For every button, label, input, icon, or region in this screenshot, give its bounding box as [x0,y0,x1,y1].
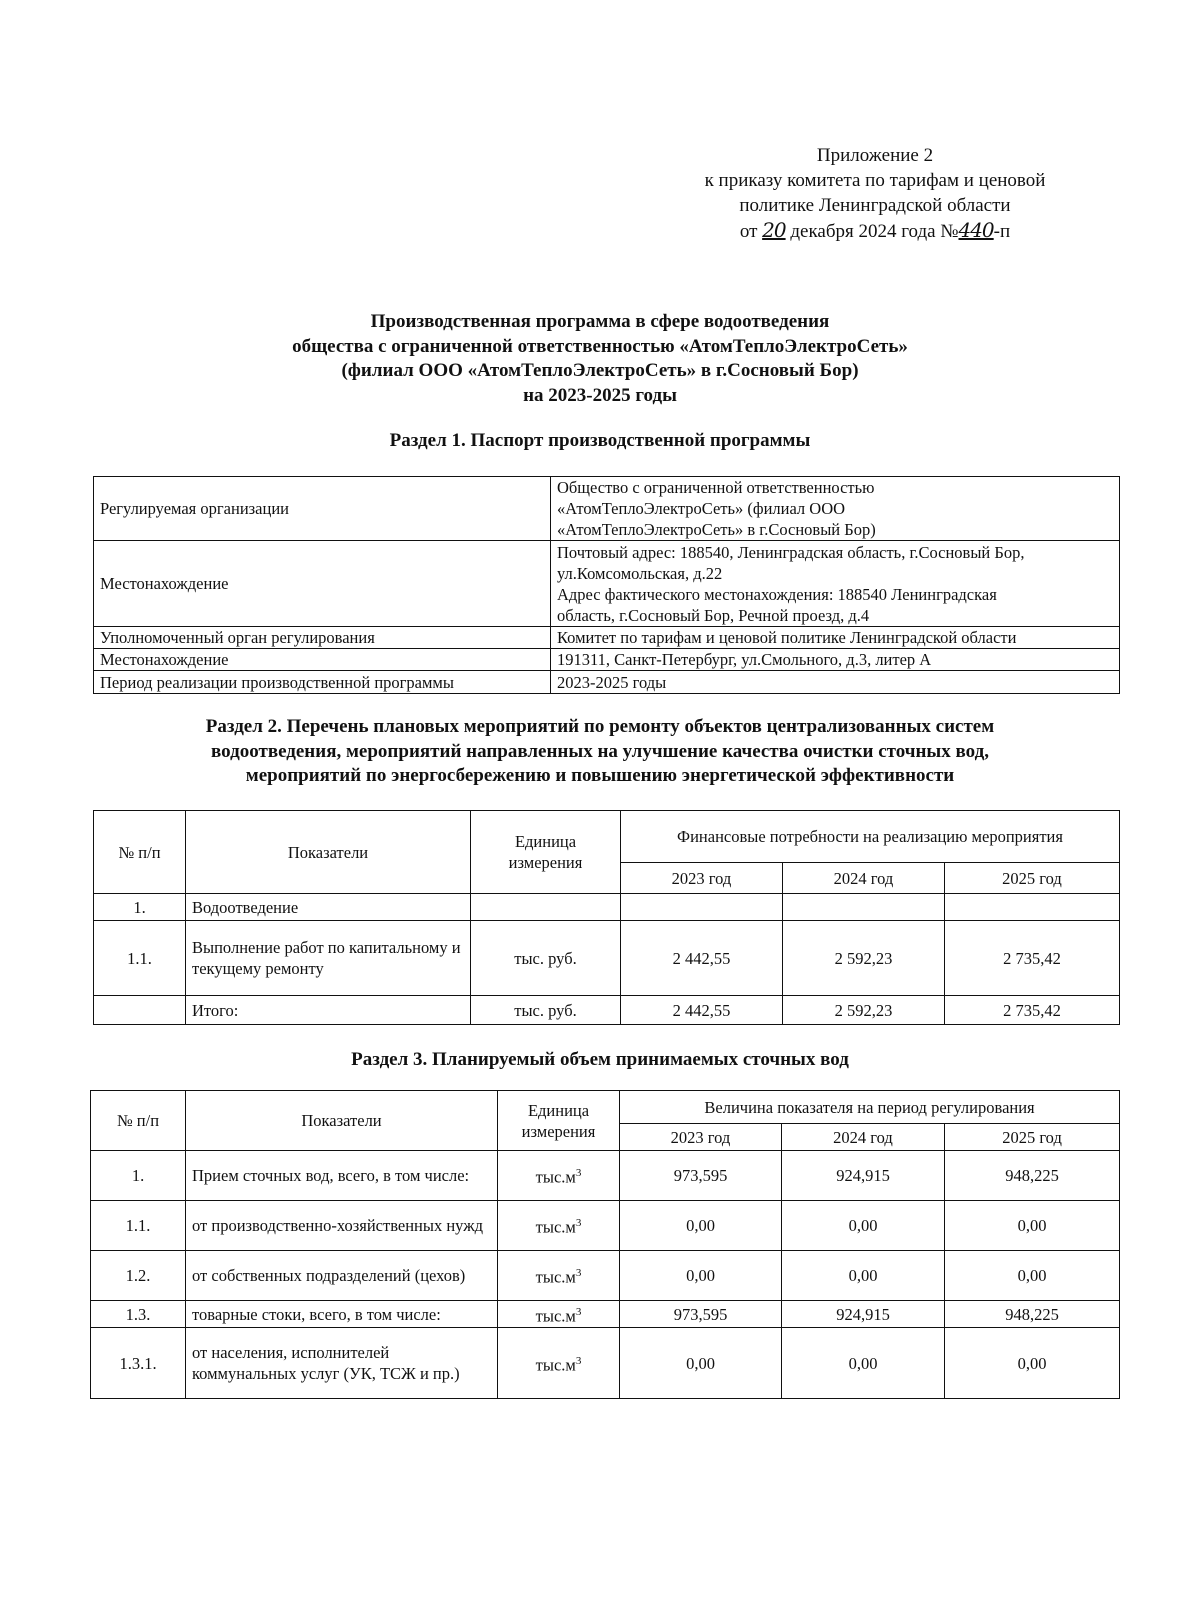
table-row [91,1328,1120,1399]
row-value: 2 592,23 [783,921,945,996]
value-line: область, г.Сосновый Бор, Речной проезд, д.4 [557,605,870,625]
table-row [91,1201,1120,1251]
header-year: 2024 год [783,863,945,894]
value-line: Адрес фактического местонахождения: 188540 Ленинградская [557,584,997,604]
header-group: Финансовые потребности на реализацию мероприятия [621,811,1120,863]
title-line: общества с ограниченной ответственностью «АтомТеплоЭлектроСеть» [292,335,908,357]
appendix-line1: Приложение 2 [816,145,934,166]
passport-value [551,649,1120,671]
table-row [91,1151,1120,1201]
row-value [621,894,783,921]
row-indicator: от производственно-хозяйственных нужд [186,1201,498,1251]
unit-sup: 3 [575,1305,582,1318]
row-value: 2 592,23 [783,996,945,1025]
value-line: 2023-2025 годы [557,672,667,692]
row-value: 973,595 [620,1301,782,1328]
header-num: № п/п [91,1091,186,1151]
appendix-line3: политике Ленинградской области [739,195,1011,216]
passport-row [94,649,1120,671]
row-unit [498,1301,620,1328]
row-num [94,996,186,1025]
row-value: 2 735,42 [945,921,1120,996]
row-value: 0,00 [620,1251,782,1301]
header-num: № п/п [94,811,186,894]
row-value: 973,595 [620,1151,782,1201]
measures-table [93,810,1120,1025]
appendix-header [640,143,1110,244]
row-indicator: Водоотведение [186,894,471,921]
number-suffix: -п [993,221,1011,242]
passport-label: Регулируемая организации [94,477,551,541]
row-unit [471,894,621,921]
header-year: 2025 год [945,1124,1120,1151]
row-value: 948,225 [945,1151,1120,1201]
title-line: Производственная программа в сфере водоотведения [370,311,830,332]
table-row [94,894,1120,921]
row-num: 1.3. [91,1301,186,1328]
row-unit [498,1251,620,1301]
row-indicator: Итого: [186,996,471,1025]
unit-base: тыс.м [535,1355,576,1375]
row-indicator: от собственных подразделений (цехов) [186,1251,498,1301]
passport-value [551,541,1120,627]
row-unit [498,1201,620,1251]
row-value: 2 442,55 [621,996,783,1025]
header-unit: Единица измерения [471,811,621,894]
passport-row [94,477,1120,541]
date-middle: декабря 2024 года № [790,221,959,242]
heading-line: Раздел 2. Перечень плановых мероприятий по ремонту объектов централизованных систем [205,716,995,737]
unit-sup: 3 [575,1267,582,1280]
row-unit: тыс. руб. [471,996,621,1025]
unit-base: тыс.м [535,1306,576,1326]
heading-line: мероприятий по энергосбережению и повышению энергетической эффективности [245,765,955,786]
row-num: 1.2. [91,1251,186,1301]
row-value: 924,915 [782,1301,945,1328]
row-indicator: товарные стоки, всего, в том числе: [186,1301,498,1328]
handwritten-day: 20 [762,218,786,242]
row-num: 1.1. [91,1201,186,1251]
row-value [783,894,945,921]
title-line: на 2023-2025 годы [523,384,677,406]
passport-row [94,541,1120,627]
heading-line: водоотведения, мероприятий направленных на улучшение качества очистки сточных вод, [211,740,989,762]
header-year: 2023 год [620,1124,782,1151]
unit-base: тыс.м [535,1267,576,1287]
row-unit [498,1328,620,1399]
row-unit [498,1151,620,1201]
row-indicator: Выполнение работ по капитальному и текущему ремонту [186,921,471,996]
row-value: 0,00 [620,1201,782,1251]
section3-heading: Раздел 3. Планируемый объем принимаемых сточных вод [351,1049,849,1070]
value-line: «АтомТеплоЭлектроСеть» (филиал ООО [557,499,846,518]
value-line: 191311, Санкт-Петербург, ул.Смольного, д.3, литер А [557,650,932,669]
passport-label: Местонахождение [94,541,551,627]
table-row [94,921,1120,996]
row-value: 0,00 [620,1328,782,1399]
unit-sup: 3 [575,1217,582,1230]
header-unit: Единица измерения [498,1091,620,1151]
unit-sup: 3 [575,1354,582,1367]
value-line: «АтомТеплоЭлектроСеть» в г.Сосновый Бор) [557,520,876,539]
passport-value [551,477,1120,541]
appendix-date-line [640,218,1110,244]
row-num: 1. [91,1151,186,1201]
unit-sup: 3 [575,1167,582,1180]
section1-heading: Раздел 1. Паспорт производственной программы [389,430,811,451]
value-line: Общество с ограниченной ответственностью [557,478,875,497]
row-value: 0,00 [945,1201,1120,1251]
title-line: (филиал ООО «АтомТеплоЭлектроСеть» в г.Сосновый Бор) [341,360,859,381]
value-line: Почтовый адрес: 188540, Ленинградская область, г.Сосновый Бор, [557,542,1025,562]
passport-value [551,671,1120,694]
row-value: 0,00 [782,1201,945,1251]
table-row [91,1251,1120,1301]
value-line: ул.Комсомольская, д.22 [557,563,723,583]
header-year: 2024 год [782,1124,945,1151]
unit-base: тыс.м [535,1217,576,1237]
passport-row [94,671,1120,694]
passport-value [551,627,1120,649]
row-indicator: Прием сточных вод, всего, в том числе: [186,1151,498,1201]
passport-row [94,627,1120,649]
row-num: 1.1. [94,921,186,996]
row-num: 1. [94,894,186,921]
date-prefix: от [739,221,758,242]
header-year: 2023 год [621,863,783,894]
row-value: 0,00 [782,1328,945,1399]
row-value: 0,00 [945,1251,1120,1301]
unit-base: тыс.м [535,1167,576,1187]
row-num: 1.3.1. [91,1328,186,1399]
value-line: Комитет по тарифам и ценовой политике Ленинградской области [557,628,1017,647]
row-value: 2 442,55 [621,921,783,996]
row-value: 2 735,42 [945,996,1120,1025]
header-indicator: Показатели [186,811,471,894]
row-indicator: от населения, исполнителей коммунальных услуг (УК, ТСЖ и пр.) [186,1328,498,1399]
appendix-line2: к приказу комитета по тарифам и ценовой [704,170,1046,191]
handwritten-number: 440 [958,218,994,242]
document-title [100,310,1100,408]
section2-heading [100,715,1100,789]
header-indicator: Показатели [186,1091,498,1151]
header-group: Величина показателя на период регулирования [620,1091,1120,1124]
row-value [945,894,1120,921]
passport-label: Местонахождение [94,649,551,671]
passport-table [93,476,1120,694]
passport-label: Уполномоченный орган регулирования [94,627,551,649]
passport-label: Период реализации производственной программы [94,671,551,694]
row-value: 948,225 [945,1301,1120,1328]
table-row [91,1301,1120,1328]
volume-table [90,1090,1120,1399]
row-value: 924,915 [782,1151,945,1201]
row-value: 0,00 [945,1328,1120,1399]
table-row [94,996,1120,1025]
row-value: 0,00 [782,1251,945,1301]
row-unit: тыс. руб. [471,921,621,996]
header-year: 2025 год [945,863,1120,894]
